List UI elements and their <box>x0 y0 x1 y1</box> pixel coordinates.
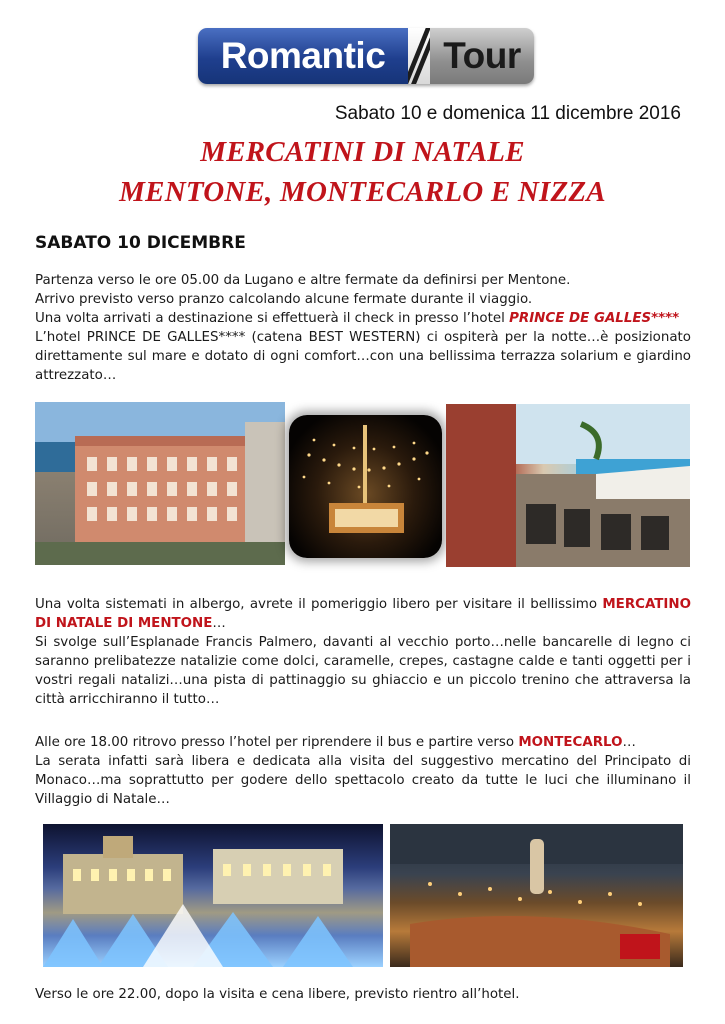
montecarlo-ellipsis: … <box>622 735 636 750</box>
market-intro-ellipsis: … <box>212 616 226 631</box>
section-heading-saturday: SABATO 10 DICEMBRE <box>35 233 246 253</box>
christmas-lights-market-photo <box>289 415 442 558</box>
montecarlo-village-night-photo <box>390 824 683 967</box>
checkin-text: Una volta arrivati a destinazione si effettuerà il check in presso l’hotel <box>35 311 510 326</box>
checkin-line <box>35 309 691 328</box>
hotel-terrace-photo <box>446 404 690 567</box>
departure-line: Partenza verso le ore 05.00 da Lugano e altre fermate da definirsi per Mentone. <box>35 273 571 288</box>
paragraph-mentone-market <box>35 595 691 709</box>
montecarlo-highlight: MONTECARLO <box>518 735 623 750</box>
hotel-facade-photo <box>35 402 285 565</box>
logo-slash-divider <box>408 28 430 84</box>
title-line-2: MENTONE, MONTECARLO E NIZZA <box>119 176 606 208</box>
montecarlo-casino-photo <box>43 824 383 967</box>
logo-left-text: Romantic <box>198 28 408 84</box>
mentone-market-highlight: MERCATINO DI NATALE DI MENTONE <box>35 597 691 631</box>
montecarlo-intro-text: Alle ore 18.00 ritrovo presso l’hotel per riprendere il bus e partire verso <box>35 735 519 750</box>
paragraph-departure <box>35 271 691 385</box>
paragraph-return: Verso le ore 22.00, dopo la visita e cena libere, previsto rientro all’hotel. <box>35 987 520 1002</box>
trip-date: Sabato 10 e domenica 11 dicembre 2016 <box>334 103 681 124</box>
market-description: Si svolge sull’Esplanade Francis Palmero, davanti al vecchio porto…nelle bancarelle di legno ci saranno prelibatezze natalizie come dolci, caramelle, crepes, castagne calde e tanti oggetti per i vostri regali natalizi…una pista di pattinaggio su ghiaccio e un piccolo trenino che attraversa la città arricchiranno il tutto… <box>35 635 691 707</box>
market-intro-text: Una volta sistemati in albergo, avrete il pomeriggio libero per visitare il bellissimo <box>35 597 603 612</box>
arrival-line: Arrivo previsto verso pranzo calcolando alcune fermate durante il viaggio. <box>35 292 533 307</box>
paragraph-montecarlo <box>35 733 691 809</box>
title-line-1: MERCATINI DI NATALE <box>200 136 525 168</box>
montecarlo-description: La serata infatti sarà libera e dedicata alla visita del suggestivo mercatino del Principato di Monaco…ma soprattutto per godere dello spettacolo creato da tutte le luci che illuminano il Villaggio di Natale… <box>35 754 691 807</box>
hotel-description: L’hotel PRINCE DE GALLES**** (catena BEST WESTERN) ci ospiterà per la notte…è posizionato direttamente sul mare e dotato di ogni comfort…con una bellissima terrazza solarium e giardino attrezzato… <box>35 330 691 383</box>
romantic-tour-logo <box>198 28 534 84</box>
logo-right-text: Tour <box>430 28 534 84</box>
hotel-name-highlight: PRINCE DE GALLES**** <box>509 311 680 326</box>
